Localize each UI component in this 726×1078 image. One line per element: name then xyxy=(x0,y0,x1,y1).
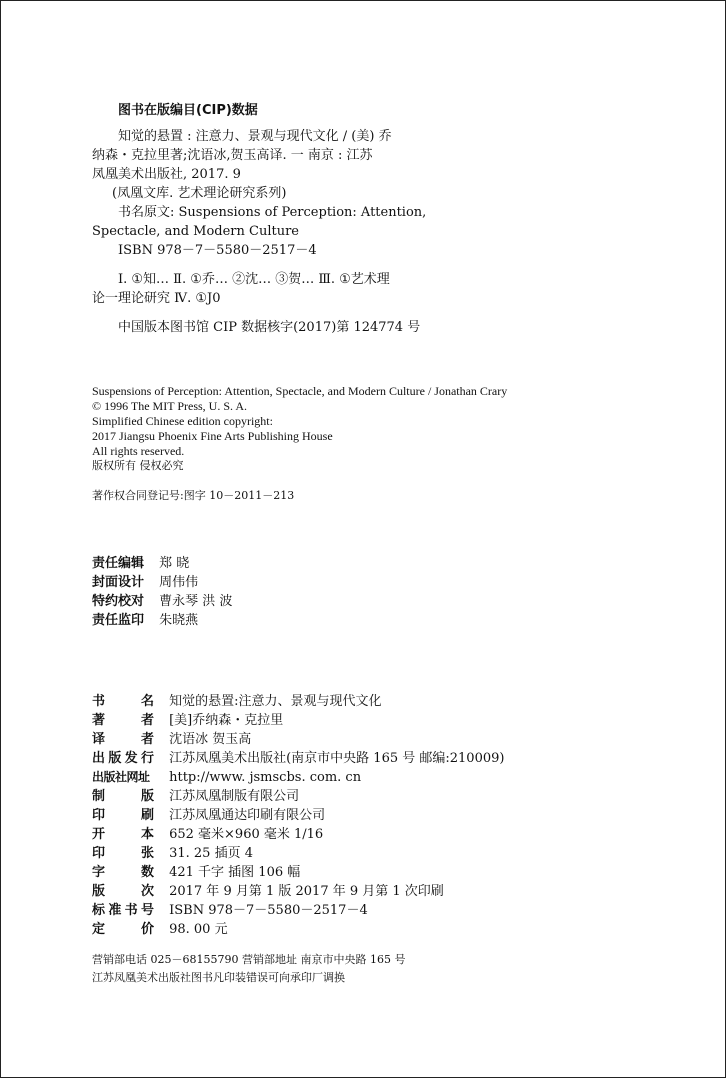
copyright-line-1: Suspensions of Perception: Attention, Spectacle, and Modern Culture / Jonathan Crary xyxy=(92,384,508,398)
staff-label: 责任监印 xyxy=(92,613,145,628)
info-value: ISBN 978－7－5580－2517－4 xyxy=(169,903,368,918)
info-row xyxy=(92,806,325,822)
cip-line-9: 论一理论研究 Ⅳ. ①J0 xyxy=(92,291,221,306)
info-row xyxy=(92,692,381,708)
cip-line-2: 纳森・克拉里著;沈语冰,贺玉高译. 一 南京 : 江苏 xyxy=(92,148,373,163)
staff-value: 郑 晓 xyxy=(159,556,190,571)
info-label: 译者 xyxy=(92,732,154,747)
info-label: 出版社网址 xyxy=(92,770,150,784)
cip-line-1: 知觉的悬置 : 注意力、景观与现代文化 / (美) 乔 xyxy=(118,129,392,144)
info-value: 2017 年 9 月第 1 版 2017 年 9 月第 1 次印刷 xyxy=(169,884,444,899)
info-value: 江苏凤凰制版有限公司 xyxy=(169,789,300,804)
staff-label: 责任编辑 xyxy=(92,556,145,571)
cip-line-7: ISBN 978－7－5580－2517－4 xyxy=(118,243,317,258)
info-value: http://www. jsmscbs. com. cn xyxy=(169,770,362,785)
copyright-line-3: Simplified Chinese edition copyright: xyxy=(92,414,273,428)
staff-row xyxy=(92,573,198,589)
staff-value: 曹永琴 洪 波 xyxy=(159,594,233,609)
info-value: 31. 25 插页 4 xyxy=(169,846,253,861)
info-value: 98. 00 元 xyxy=(169,922,228,937)
marketing-contact: 营销部电话 025－68155790 营销部地址 南京市中央路 165 号 xyxy=(92,953,406,966)
info-label: 书名 xyxy=(92,694,154,709)
cip-line-6: Spectacle, and Modern Culture xyxy=(92,224,300,239)
cip-line-3: 凤凰美术出版社, 2017. 9 xyxy=(92,167,241,182)
rights-reserved-cn: 版权所有 侵权必究 xyxy=(92,459,184,472)
info-row xyxy=(92,882,444,898)
info-value: 江苏凤凰美术出版社(南京市中央路 165 号 邮编:210009) xyxy=(169,751,505,766)
info-label: 开本 xyxy=(92,827,154,842)
staff-value: 周伟伟 xyxy=(159,575,199,590)
copyright-line-4: 2017 Jiangsu Phoenix Fine Arts Publishing House xyxy=(92,429,333,443)
copyright-line-2: © 1996 The MIT Press, U. S. A. xyxy=(92,399,248,413)
copyright-line-5: All rights reserved. xyxy=(92,444,185,458)
info-value: 江苏凤凰通达印刷有限公司 xyxy=(169,808,326,823)
staff-label: 特约校对 xyxy=(92,594,145,609)
info-value: 421 千字 插图 106 幅 xyxy=(169,865,301,880)
staff-row xyxy=(92,592,232,608)
info-row xyxy=(92,844,253,860)
info-row xyxy=(92,863,300,879)
info-row xyxy=(92,749,504,765)
info-row xyxy=(92,768,361,784)
info-label: 版次 xyxy=(92,884,154,899)
info-row xyxy=(92,730,251,746)
info-value: 沈语冰 贺玉高 xyxy=(169,732,252,747)
cip-line-10: 中国版本图书馆 CIP 数据核字(2017)第 124774 号 xyxy=(118,320,421,335)
info-value: [美]乔纳森・克拉里 xyxy=(169,713,284,728)
info-row xyxy=(92,711,283,727)
info-label: 著者 xyxy=(92,713,154,728)
cip-line-5: 书名原文: Suspensions of Perception: Attention, xyxy=(118,205,427,220)
contract-registration: 著作权合同登记号:图字 10－2011－213 xyxy=(92,489,295,502)
info-value: 知觉的悬置:注意力、景观与现代文化 xyxy=(169,694,382,709)
cip-line-8: Ⅰ. ①知… Ⅱ. ①乔… ②沈… ③贺… Ⅲ. ①艺术理 xyxy=(118,272,390,287)
info-label: 印张 xyxy=(92,846,154,861)
info-value: 652 毫米×960 毫米 1/16 xyxy=(169,827,324,842)
cip-line-4: (凤凰文库. 艺术理论研究系列) xyxy=(112,186,287,201)
info-row xyxy=(92,901,368,917)
info-label: 字数 xyxy=(92,865,154,880)
staff-row xyxy=(92,611,198,627)
staff-value: 朱晓燕 xyxy=(159,613,199,628)
info-label: 定价 xyxy=(92,922,154,937)
info-label: 标准书号 xyxy=(92,903,154,918)
cip-title: 图书在版编目(CIP)数据 xyxy=(118,103,258,118)
staff-row xyxy=(92,554,189,570)
print-error-notice: 江苏凤凰美术出版社图书凡印装错误可向承印厂调换 xyxy=(92,971,345,984)
info-row xyxy=(92,920,228,936)
info-label: 出版发行 xyxy=(92,751,154,766)
info-label: 印刷 xyxy=(92,808,154,823)
info-row xyxy=(92,787,299,803)
info-label: 制版 xyxy=(92,789,154,804)
staff-label: 封面设计 xyxy=(92,575,145,590)
info-row xyxy=(92,825,323,841)
